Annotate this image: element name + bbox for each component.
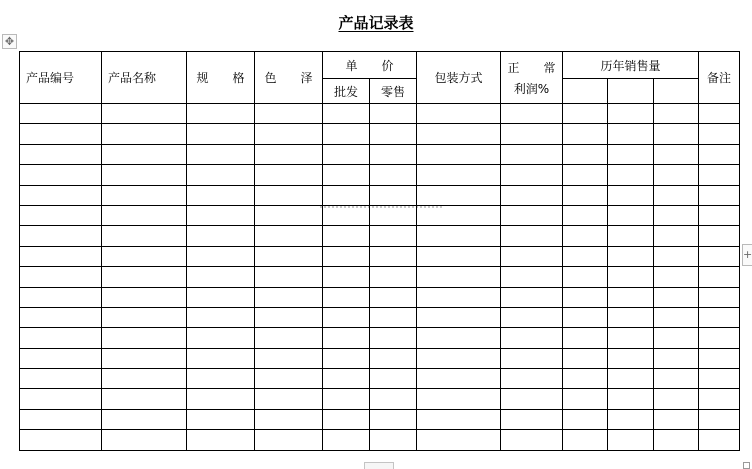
header-packaging[interactable]: 包装方式 [417,52,501,104]
table-cell[interactable] [501,246,563,266]
table-cell[interactable] [370,287,417,307]
add-row-tab[interactable] [364,462,394,469]
table-cell[interactable] [501,389,563,409]
table-cell[interactable] [563,226,608,246]
table-cell[interactable] [608,328,654,348]
table-cell[interactable] [563,246,608,266]
table-cell[interactable] [187,104,255,124]
table-cell[interactable] [699,185,740,205]
table-cell[interactable] [370,389,417,409]
table-cell[interactable] [654,144,699,164]
table-cell[interactable] [699,246,740,266]
header-yearly-sales[interactable]: 历年销售量 [563,52,699,79]
page-title: 产品记录表 [338,14,414,32]
table-cell[interactable] [255,246,323,266]
table-cell[interactable] [608,144,654,164]
table-cell[interactable] [102,389,187,409]
table-cell[interactable] [255,104,323,124]
table-cell[interactable] [501,144,563,164]
header-profit[interactable] [501,52,563,104]
table-cell[interactable] [501,124,563,144]
table-cell[interactable] [102,104,187,124]
table-cell[interactable] [654,246,699,266]
table-resize-icon[interactable] [743,462,750,469]
table-cell[interactable] [323,328,370,348]
table-cell[interactable] [255,409,323,429]
table-cell[interactable] [608,287,654,307]
table-cell[interactable] [699,328,740,348]
table-cell[interactable] [20,409,102,429]
table-cell[interactable] [563,267,608,287]
table-cell[interactable] [187,267,255,287]
table-cell[interactable] [608,348,654,368]
table-cell[interactable] [255,430,323,450]
table-cell[interactable] [501,267,563,287]
table-row [20,246,740,266]
table-cell[interactable] [654,226,699,246]
table-cell[interactable] [654,165,699,185]
table-cell[interactable] [102,348,187,368]
table-cell[interactable] [699,287,740,307]
table-cell[interactable] [370,348,417,368]
table-row [20,389,740,409]
header-unit-price[interactable]: 单 价 [323,52,417,79]
header-profit-line2: 利润% [513,81,550,96]
table-cell[interactable] [370,246,417,266]
table-cell[interactable] [20,389,102,409]
table-cell[interactable] [102,307,187,327]
table-cell[interactable] [501,307,563,327]
table-cell[interactable] [417,246,501,266]
header-sales-year-1[interactable] [563,79,608,104]
table-cell[interactable] [20,430,102,450]
table-cell[interactable] [255,165,323,185]
table-cell[interactable] [608,246,654,266]
table-cell[interactable] [417,328,501,348]
table-cell[interactable] [20,287,102,307]
table-cell[interactable] [370,165,417,185]
table-cell[interactable] [187,409,255,429]
table-row [20,369,740,389]
table-cell[interactable] [20,124,102,144]
table-cell[interactable] [187,307,255,327]
table-cell[interactable] [20,348,102,368]
table-cell[interactable] [417,165,501,185]
table-cell[interactable] [608,389,654,409]
table-cell[interactable] [20,307,102,327]
table-cell[interactable] [654,267,699,287]
table-cell[interactable] [501,185,563,205]
table-cell[interactable] [187,287,255,307]
table-cell[interactable] [370,267,417,287]
table-cell[interactable] [608,124,654,144]
table-cell[interactable] [654,409,699,429]
header-color[interactable]: 色 泽 [255,52,323,104]
table-cell[interactable] [20,205,102,225]
table-row [20,124,740,144]
header-sales-year-2[interactable] [608,79,654,104]
table-cell[interactable] [699,369,740,389]
table-cell[interactable] [417,205,501,225]
table-cell[interactable] [370,104,417,124]
table-cell[interactable] [102,430,187,450]
table-cell[interactable] [323,144,370,164]
table-cell[interactable] [323,185,370,205]
table-cell[interactable] [187,165,255,185]
product-record-table [19,51,740,451]
table-cell[interactable] [417,124,501,144]
table-cell[interactable] [20,104,102,124]
table-cell[interactable] [323,287,370,307]
table-cell[interactable] [417,144,501,164]
table-cell[interactable] [102,185,187,205]
table-cell[interactable] [654,389,699,409]
table-row [20,287,740,307]
table-cell[interactable] [187,246,255,266]
table-cell[interactable] [699,165,740,185]
table-row [20,307,740,327]
table-cell[interactable] [699,307,740,327]
table-row [20,226,740,246]
header-product-code[interactable]: 产品编号 [20,52,102,104]
table-row [20,185,740,205]
table-cell[interactable] [323,409,370,429]
table-cell[interactable] [255,307,323,327]
table-cell[interactable] [370,205,417,225]
table-cell[interactable] [370,226,417,246]
table-cell[interactable] [370,328,417,348]
table-cell[interactable] [255,287,323,307]
table-cell[interactable] [563,409,608,429]
table-row [20,409,740,429]
table-cell[interactable] [370,307,417,327]
table-cell[interactable] [255,369,323,389]
table-cell[interactable] [102,124,187,144]
table-cell[interactable] [699,430,740,450]
table-cell[interactable] [501,205,563,225]
table-cell[interactable] [102,287,187,307]
table-cell[interactable] [654,287,699,307]
table-cell[interactable] [102,267,187,287]
table-cell[interactable] [255,328,323,348]
table-cell[interactable] [417,307,501,327]
table-row [20,144,740,164]
table-cell[interactable] [563,287,608,307]
table-cell[interactable] [323,348,370,368]
table-cell[interactable] [187,205,255,225]
table-cell[interactable] [501,409,563,429]
table-cell[interactable] [608,185,654,205]
table-cell[interactable] [501,430,563,450]
table-cell[interactable] [102,226,187,246]
table-cell[interactable] [608,409,654,429]
table-cell[interactable] [255,389,323,409]
table-row [20,104,740,124]
table-cell[interactable] [323,430,370,450]
table-cell[interactable] [370,144,417,164]
table-cell[interactable] [255,267,323,287]
table-cell[interactable] [608,205,654,225]
table-cell[interactable] [417,348,501,368]
table-cell[interactable] [654,430,699,450]
table-row [20,165,740,185]
table-cell[interactable] [563,205,608,225]
table-cell[interactable] [20,185,102,205]
table-row [20,430,740,450]
add-column-icon[interactable]: + [742,244,752,266]
table-cell[interactable] [20,246,102,266]
table-cell[interactable] [417,389,501,409]
table-cell[interactable] [563,389,608,409]
table-cell[interactable] [501,165,563,185]
table-cell[interactable] [417,369,501,389]
table-cell[interactable] [187,124,255,144]
table-cell[interactable] [699,409,740,429]
table-cell[interactable] [563,328,608,348]
table-cell[interactable] [323,307,370,327]
header-spec[interactable]: 规 格 [187,52,255,104]
table-cell[interactable] [563,369,608,389]
table-cell[interactable] [501,369,563,389]
table-cell[interactable] [417,104,501,124]
table-cell[interactable] [699,348,740,368]
table-cell[interactable] [654,124,699,144]
table-cell[interactable] [370,185,417,205]
table-cell[interactable] [654,369,699,389]
table-cell[interactable] [187,144,255,164]
table-row [20,348,740,368]
table-cell[interactable] [323,165,370,185]
table-cell[interactable] [417,430,501,450]
table-cell[interactable] [608,165,654,185]
table-cell[interactable] [323,369,370,389]
table-cell[interactable] [187,369,255,389]
table-cell[interactable] [255,226,323,246]
table-cell[interactable] [102,409,187,429]
table-cell[interactable] [370,369,417,389]
table-cell[interactable] [323,246,370,266]
table-cell[interactable] [102,144,187,164]
table-cell[interactable] [187,348,255,368]
header-profit-line1: 正 常 [507,60,556,75]
table-row [20,267,740,287]
table-cell[interactable] [563,185,608,205]
table-cell[interactable] [699,104,740,124]
header-sales-year-3[interactable] [654,79,699,104]
table-cell[interactable] [20,226,102,246]
table-cell[interactable] [654,348,699,368]
table-cell[interactable] [187,328,255,348]
table-cell[interactable] [102,328,187,348]
table-cell[interactable] [187,389,255,409]
header-retail[interactable]: 零售 [370,79,417,104]
table-cell[interactable] [563,307,608,327]
table-cell[interactable] [699,389,740,409]
table-cell[interactable] [323,104,370,124]
table-cell[interactable] [501,226,563,246]
table-cell[interactable] [699,226,740,246]
header-remarks[interactable]: 备注 [699,52,740,104]
table-cell[interactable] [323,124,370,144]
table-cell[interactable] [102,165,187,185]
table-cell[interactable] [699,267,740,287]
table-cell[interactable] [563,165,608,185]
table-cell[interactable] [20,144,102,164]
table-cell[interactable] [608,104,654,124]
table-move-icon[interactable]: ✥ [2,34,17,49]
table-cell[interactable] [323,267,370,287]
table-cell[interactable] [654,328,699,348]
table-cell[interactable] [370,124,417,144]
table-cell[interactable] [255,205,323,225]
table-cell[interactable] [699,144,740,164]
table-cell[interactable] [102,246,187,266]
table-cell[interactable] [699,124,740,144]
table-row [20,328,740,348]
table-cell[interactable] [563,348,608,368]
table-cell[interactable] [654,205,699,225]
table-cell[interactable] [370,409,417,429]
table-cell[interactable] [417,287,501,307]
table-cell[interactable] [187,430,255,450]
table-cell[interactable] [255,348,323,368]
table-cell[interactable] [102,205,187,225]
table-cell[interactable] [608,226,654,246]
table-cell[interactable] [102,369,187,389]
table-cell[interactable] [255,185,323,205]
table-cell[interactable] [417,185,501,205]
table-cell[interactable] [187,185,255,205]
table-cell[interactable] [608,430,654,450]
table-cell[interactable] [20,165,102,185]
table-cell[interactable] [654,307,699,327]
table-cell[interactable] [563,104,608,124]
header-product-name[interactable]: 产品名称 [102,52,187,104]
table-cell[interactable] [417,267,501,287]
table-cell[interactable] [417,226,501,246]
table-cell[interactable] [608,307,654,327]
table-cell[interactable] [563,124,608,144]
table-cell[interactable] [608,267,654,287]
table-cell[interactable] [255,144,323,164]
header-wholesale[interactable]: 批发 [323,79,370,104]
table-cell[interactable] [255,124,323,144]
table-cell[interactable] [563,430,608,450]
table-cell[interactable] [501,287,563,307]
table-cell[interactable] [501,348,563,368]
table-cell[interactable] [20,369,102,389]
table-cell[interactable] [323,205,370,225]
table-cell[interactable] [187,226,255,246]
table-cell[interactable] [20,328,102,348]
table-cell[interactable] [608,369,654,389]
table-cell[interactable] [501,328,563,348]
table-cell[interactable] [20,267,102,287]
table-cell[interactable] [699,205,740,225]
table-cell[interactable] [654,104,699,124]
table-cell[interactable] [501,104,563,124]
table-row [20,205,740,225]
table-cell[interactable] [323,389,370,409]
table-cell[interactable] [654,185,699,205]
table-cell[interactable] [323,226,370,246]
table-cell[interactable] [417,409,501,429]
table-cell[interactable] [563,144,608,164]
table-cell[interactable] [370,430,417,450]
